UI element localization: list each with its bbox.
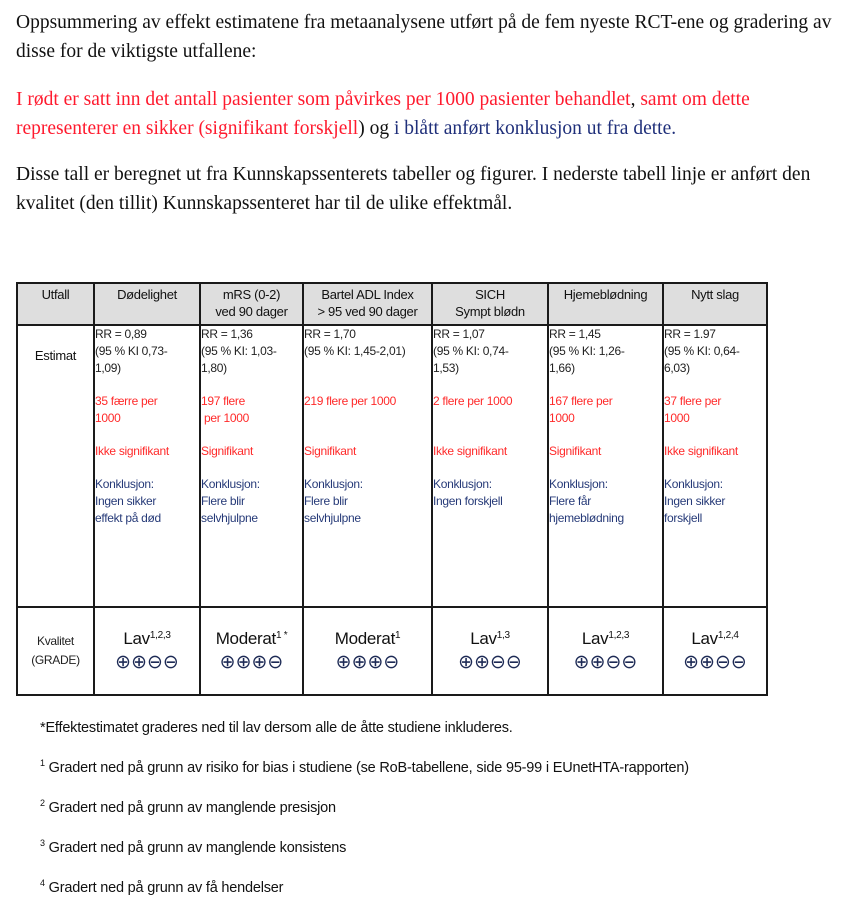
footnote-refs: 1 (395, 630, 401, 641)
table-row-quality (17, 607, 767, 695)
grade-summary-table (16, 282, 768, 696)
effect-per-1000: 37 flere per 1000 (664, 394, 722, 425)
header-dodelighet: Dødelighet (94, 283, 200, 325)
grade-symbols-icon: ⊕⊕⊖⊖ (683, 651, 747, 673)
rr-value: RR = 1,45 (95 % KI: 1,26- 1,66) (549, 327, 625, 375)
grade-symbols-icon: ⊕⊕⊖⊖ (115, 651, 179, 673)
row-label-estimat: Estimat (17, 325, 94, 607)
legend-red-text-2: samt om dette representerer en sikker (signifikant forskjell (16, 89, 750, 139)
conclusion: Konklusjon: Ingen forskjell (433, 477, 503, 508)
intro-paragraph-source: Disse tall er beregnet ut fra Kunnskapssenterets tabeller og figurer. I nederste tabell linje er anført den kvalitet (den tillit) Kunnskapssenteret har til de ulike effektmål. (16, 164, 811, 214)
quality-cell-nytt-slag (663, 607, 767, 695)
footnote-2: $^2$ Gradert ned på grunn av manglende presisjon (40, 798, 336, 816)
rr-value: RR = 1,36 (95 % KI: 1,03- 1,80) (201, 327, 277, 375)
effect-per-1000: 35 færre per 1000 (95, 394, 158, 425)
legend-comma: , (630, 89, 636, 110)
rr-value: RR = 1.97 (95 % KI: 0,64- 6,03) (664, 327, 740, 375)
rr-value: RR = 0,89 (95 % KI 0,73- 1,09) (95, 327, 168, 375)
effect-per-1000: 197 flere per 1000 (201, 394, 250, 425)
intro-paragraph-summary: Oppsummering av effekt estimatene fra metaanalysene utført på de fem nyeste RCT-ene og gradering av disse for de viktigste utfallene: (16, 12, 832, 62)
quality-cell-hjemeblodning (548, 607, 663, 695)
footnote-1: $^1$ Gradert ned på grunn av risiko for bias i studiene (se RoB-tabellene, side 95-99 i EUnetHTA-rapporten) (40, 758, 689, 776)
grade-symbols-icon: ⊕⊕⊖⊖ (458, 651, 522, 673)
significance: Ikke signifikant (433, 444, 507, 458)
conclusion: Konklusjon: Flere blir selvhjulpne (201, 477, 260, 525)
header-sich: SICH Sympt blødn (432, 283, 548, 325)
header-nytt-slag: Nytt slag (663, 283, 767, 325)
footnote-4: $^4$ Gradert ned på grunn av få hendelser (40, 878, 284, 896)
quality-cell-dodelighet (94, 607, 200, 695)
effect-per-1000: 167 flere per 1000 (549, 394, 613, 425)
table-row-estimate (17, 325, 767, 607)
estimate-cell-dodelighet (94, 325, 200, 607)
conclusion: Konklusjon: Ingen sikker forskjell (664, 477, 726, 525)
rr-value: RR = 1,07 (95 % KI: 0,74- 1,53) (433, 327, 509, 375)
table-header-row (17, 283, 767, 325)
legend-red-text-1: I rødt er satt inn det antall pasienter som påvirkes per 1000 pasienter behandlet (16, 89, 631, 110)
footnote-refs: 1,3 (496, 630, 510, 641)
grade-symbols-icon: ⊕⊕⊕⊖ (219, 651, 284, 673)
rr-value: RR = 1,70 (95 % KI: 1,45-2,01) (304, 327, 406, 358)
legend-blue-text: i blått anført konklusjon ut fra dette. (393, 118, 677, 139)
quality-level: Lav$^{1,3}$ (470, 629, 510, 648)
estimate-cell-mrs (200, 325, 303, 607)
quality-cell-bartel-adl (303, 607, 432, 695)
conclusion: Konklusjon: Flere får hjemeblødning (549, 477, 624, 525)
header-bartel-adl: Bartel ADL Index > 95 ved 90 dager (303, 283, 432, 325)
footnote-refs: 1 * (275, 630, 288, 641)
header-utfall: Utfall (17, 283, 94, 325)
quality-level: Lav$^{1,2,4}$ (691, 629, 739, 648)
footnote-3: $^3$ Gradert ned på grunn av manglende konsistens (40, 838, 347, 856)
footnote-refs: 1,2,3 (149, 630, 171, 641)
significance: Ikke signifikant (95, 444, 169, 458)
header-mrs: mRS (0-2) ved 90 dager (200, 283, 303, 325)
significance: Ikke signifikant (664, 444, 738, 458)
effect-per-1000: 2 flere per 1000 (433, 394, 513, 408)
estimate-cell-bartel-adl (303, 325, 432, 607)
quality-level: Moderat$^1$ (334, 629, 401, 648)
intro-paragraph-legend (16, 85, 846, 143)
legend-paren-close: ) (358, 118, 365, 139)
estimate-cell-hjemeblodning (548, 325, 663, 607)
effect-per-1000: 219 flere per 1000 (304, 394, 397, 408)
quality-cell-sich (432, 607, 548, 695)
estimate-cell-nytt-slag (663, 325, 767, 607)
quality-cell-mrs (200, 607, 303, 695)
footnote-asterisk: *Effektestimatet graderes ned til lav dersom alle de åtte studiene inkluderes. (40, 720, 513, 736)
significance: Signifikant (304, 444, 357, 458)
conclusion: Konklusjon: Ingen sikker effekt på død (95, 477, 161, 525)
quality-level: Moderat$^{1 *}$ (215, 629, 288, 648)
quality-level: Lav$^{1,2,3}$ (581, 629, 630, 648)
significance: Signifikant (201, 444, 254, 458)
quality-level: Lav$^{1,2,3}$ (123, 629, 171, 648)
row-label-kvalitet: Kvalitet (GRADE) (17, 607, 94, 695)
conclusion: Konklusjon: Flere blir selvhjulpne (304, 477, 363, 525)
legend-og: og (364, 118, 394, 139)
footnote-refs: 1,2,4 (717, 630, 739, 641)
grade-symbols-icon: ⊕⊕⊖⊖ (573, 651, 638, 673)
footnote-refs: 1,2,3 (608, 630, 630, 641)
estimate-cell-sich (432, 325, 548, 607)
header-hjemeblodning: Hjemeblødning (548, 283, 663, 325)
grade-symbols-icon: ⊕⊕⊕⊖ (335, 651, 400, 673)
significance: Signifikant (549, 444, 602, 458)
